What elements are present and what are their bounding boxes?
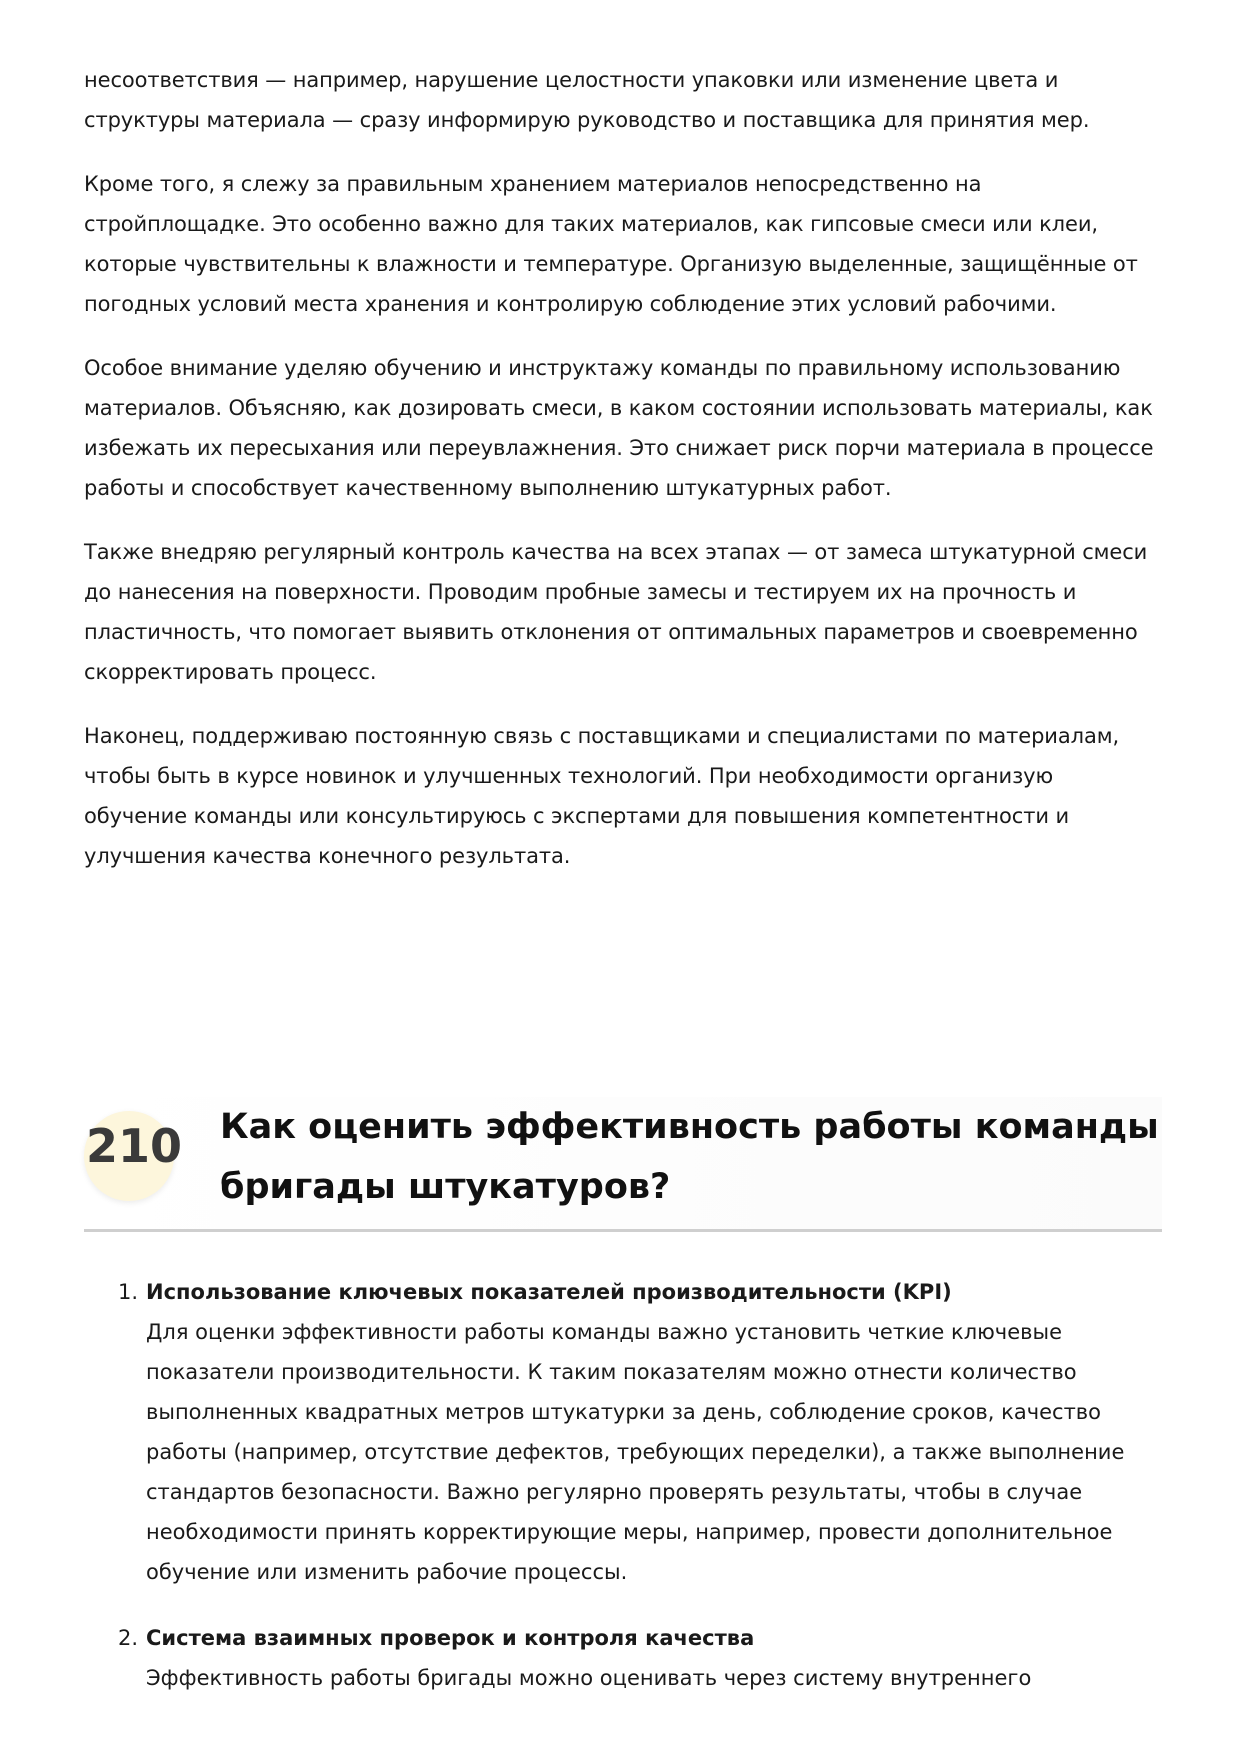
list-item-text: Эффективность работы бригады можно оценивать через систему внутреннего: [146, 1666, 1032, 1690]
question-heading: [84, 1097, 1162, 1232]
document-body: [84, 0, 1162, 900]
list-item-marker: 2.: [118, 1626, 139, 1650]
question-number: 210: [86, 1119, 183, 1173]
question-title: Как оценить эффективность работы команды бригады штукатуров?: [220, 1107, 1159, 1207]
list-item-marker: 1.: [118, 1280, 139, 1304]
paragraph-5: Наконец, поддерживаю постоянную связь с поставщиками и специалистами по материалам, чтобы быть в курсе новинок и улучшенных технологий. При необходимости организую обучение команды или консультируюсь с экспертами для повышения компетентности и улучшения качества конечного результата.: [84, 724, 1120, 868]
paragraph-3: Особое внимание уделяю обучению и инструктажу команды по правильному использованию материалов. Объясняю, как дозировать смеси, в каком состоянии использовать материалы, как избежать их пересыхания или переувлажнения. Это снижает риск порчи материала в процессе работы и способствует качественному выполнению штукатурных работ.: [84, 356, 1154, 500]
list-item-title: Использование ключевых показателей производительности (KPI): [146, 1280, 952, 1304]
paragraph-2: Кроме того, я слежу за правильным хранением материалов непосредственно на стройплощадке. Это особенно важно для таких материалов, как гипсовые смеси или клеи, которые чувствительны к влажности и температуре. Организую выделенные, защищённые от погодных условий места хранения и контролирую соблюдение этих условий рабочими.: [84, 172, 1138, 316]
paragraph-1: несоответствия — например, нарушение целостности упаковки или изменение цвета и структуры материала — сразу информирую руководство и поставщика для принятия мер.: [84, 68, 1090, 132]
list-item: [84, 1618, 1162, 1698]
answer-list: [84, 1272, 1162, 1698]
list-item-title: Система взаимных проверок и контроля качества: [146, 1626, 755, 1650]
list-item-text: Для оценки эффективности работы команды важно установить четкие ключевые показатели производительности. К таким показателям можно отнести количество выполненных квадратных метров штукатурки за день, соблюдение сроков, качество работы (например, отсутствие дефектов, требующих переделки), а также выполнение стандартов безопасности. Важно регулярно проверять результаты, чтобы в случае необходимости принять корректирующие меры, например, провести дополнительное обучение или изменить рабочие процессы.: [146, 1320, 1125, 1584]
question-section: [84, 1097, 1162, 1724]
list-item: [84, 1272, 1162, 1592]
paragraph-4: Также внедряю регулярный контроль качества на всех этапах — от замеса штукатурной смеси до нанесения на поверхности. Проводим пробные замесы и тестируем их на прочность и пластичность, что помогает выявить отклонения от оптимальных параметров и своевременно скорректировать процесс.: [84, 540, 1148, 684]
